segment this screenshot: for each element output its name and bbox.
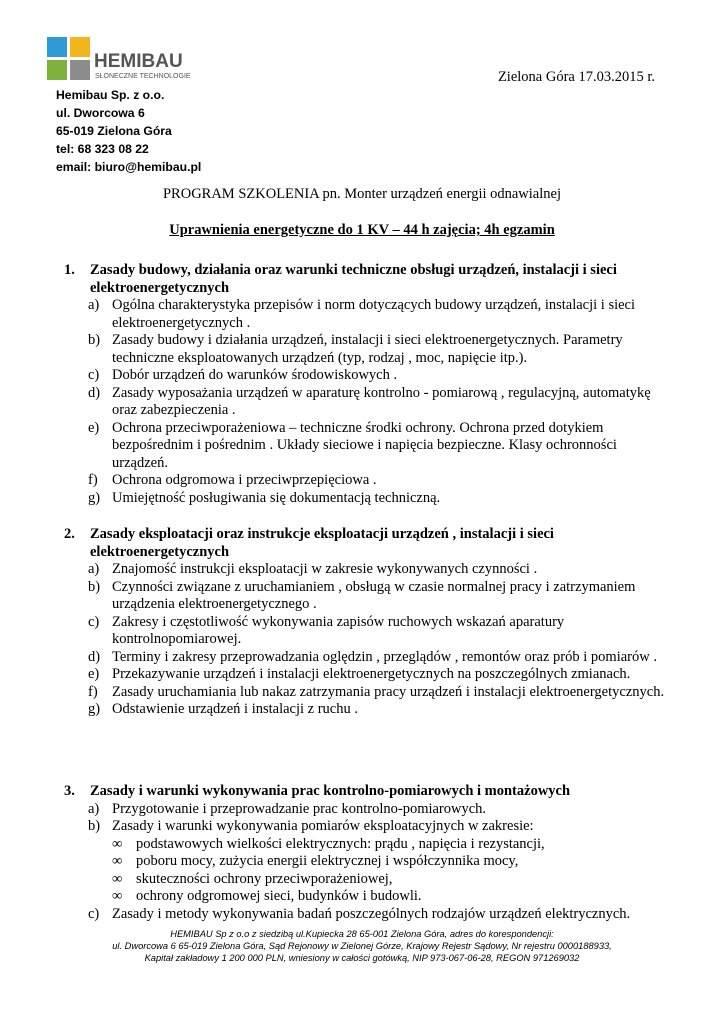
section-3	[64, 783, 668, 923]
list-item: f) Zasady uruchamiania lub nakaz zatrzymania pracy urządzeń i instalacji elektroenergetycznych.	[88, 683, 665, 700]
list-item: a) Ogólna charakterystyka przepisów i norm dotyczących budowy urządzeń, instalacji i sieci elektroenergetycznych .	[88, 297, 636, 331]
list-item: c) Zasady i metody wykonywania badań poszczególnych rodzajów urządzeń elektrycznych.	[88, 905, 631, 922]
program-title: PROGRAM SZKOLENIA pn. Monter urządzeń energii odnawialnej	[162, 186, 561, 202]
infinity-bullet-icon: ∞	[112, 835, 123, 852]
list-item: a) Przygotowanie i przeprowadzanie prac kontrolno-pomiarowych.	[88, 800, 487, 817]
logo-square-blue	[47, 37, 67, 57]
list-item: a) Znajomość instrukcji eksploatacji w zakresie wykonywanych czynności .	[88, 561, 538, 577]
logo-brand: HEMIBAU	[94, 51, 183, 72]
list-item: c) Zakresy i częstotliwość wykonywania zapisów ruchowych wskazań aparatury kontrolnopomiarowej.	[88, 613, 565, 647]
infinity-bullet-icon: ∞	[112, 888, 123, 904]
list-item: e) Przekazywanie urządzeń i instalacji elektroenergetycznych na poszczególnych zmianach.	[88, 666, 631, 682]
section-number: 3.	[64, 783, 75, 799]
section-title: Zasady i warunki wykonywania prac kontrolno-pomiarowych i montażowych	[90, 783, 571, 799]
section-number: 1.	[64, 262, 75, 278]
bullet-item: ∞ podstawowych wielkości elektrycznych: prądu , napięcia i rezystancji,	[112, 835, 545, 852]
infinity-bullet-icon: ∞	[112, 853, 123, 869]
list-item: c) Dobór urządzeń do warunków środowiskowych .	[88, 367, 398, 383]
section-title: Zasady eksploatacji oraz instrukcje eksploatacji urządzeń , instalacji i sieci elektroenergetycznych	[90, 526, 554, 560]
logo-tagline: SŁONECZNE TECHNOLOGIE	[95, 73, 191, 80]
company-address	[56, 86, 201, 176]
bullet-list	[112, 836, 668, 906]
list-item: b) Zasady budowy i działania urządzeń, instalacji i sieci elektroenergetycznych. Parametry techniczne eksploatowanych urządzeń (typ, rodzaj , moc, napięcie itp.).	[88, 332, 623, 366]
section-heading	[64, 262, 668, 297]
bullet-item: ∞ poboru mocy, zużycia energii elektrycznej i współczynnika mocy,	[112, 853, 519, 869]
subtitle: Uprawnienia energetyczne do 1 KV – 44 h zajęcia; 4h egzamin	[169, 222, 555, 238]
section-title: Zasady budowy, działania oraz warunki techniczne obsługi urządzeń, instalacji i sieci elektroenergetycznych	[90, 262, 617, 296]
infinity-bullet-icon: ∞	[112, 870, 123, 887]
logo-square-green	[47, 60, 67, 80]
company-city: 65-019 Zielona Góra	[56, 124, 172, 138]
company-email: email: biuro@hemibau.pl	[56, 160, 202, 174]
company-street: ul. Dworcowa 6	[56, 106, 145, 120]
list-item: d) Zasady wyposażania urządzeń w aparaturę kontrolno - pomiarową , regulacyjną, automatykę oraz zabezpieczenia .	[88, 384, 651, 418]
section-1	[64, 262, 668, 507]
footer-line-1: HEMIBAU Sp z o.o z siedzibą ul.Kupiecka 28 65-001 Zielona Góra, adres do korespondencji:	[170, 929, 554, 939]
list-item: g) Odstawienie urządzeń i instalacji z ruchu .	[88, 701, 358, 717]
hemibau-logo	[47, 37, 207, 82]
logo-square-yellow	[70, 37, 90, 57]
list-item: g) Umiejętność posługiwania się dokumentacją techniczną.	[88, 489, 441, 506]
footer-line-3: Kapitał zakładowy 1 200 000 PLN, wniesiony w całości gotówką, NIP 973-067-06-28, REGON 971269032	[144, 953, 580, 963]
company-name: Hemibau Sp. z o.o.	[56, 88, 165, 102]
list-item: d) Terminy i zakresy przeprowadzania oględzin , przeglądów , remontów oraz prób i pomiarów .	[88, 648, 657, 665]
bullet-item: ∞ skuteczności ochrony przeciwporażeniowej,	[112, 870, 393, 887]
bullet-item: ∞ ochrony odgromowej sieci, budynków i budowli.	[112, 888, 422, 904]
logo-square-gray	[70, 60, 90, 80]
company-phone: tel: 68 323 08 22	[56, 142, 149, 156]
list-item: f) Ochrona odgromowa i przeciwprzepięciowa .	[88, 472, 377, 488]
list-item: b) Czynności związane z uruchamianiem , obsługą w czasie normalnej pracy i zatrzymaniem urządzenia elektroenergetycznego .	[88, 578, 636, 612]
section-2	[64, 526, 668, 719]
footer-line-2: ul. Dworcowa 6 65-019 Zielona Góra, Sąd Rejonowy w Zielonej Górze, Krajowy Rejestr Sądowy, Nr rejestru 0000188933,	[112, 941, 612, 951]
footer	[0, 928, 724, 964]
list-item: e) Ochrona przeciwporażeniowa – techniczne środki ochrony. Ochrona przed dotykiem bezpośrednim i pośrednim . Układy sieciowe i napięcia bezpieczne. Klasy ochronności urządzeń.	[88, 419, 617, 471]
list-item: b) Zasady i warunki wykonywania pomiarów eksploatacyjnych w zakresie:	[88, 818, 534, 834]
place-date: Zielona Góra 17.03.2015 r.	[497, 69, 655, 85]
section-heading	[64, 783, 668, 801]
section-number: 2.	[64, 526, 75, 542]
section-heading	[64, 526, 668, 561]
